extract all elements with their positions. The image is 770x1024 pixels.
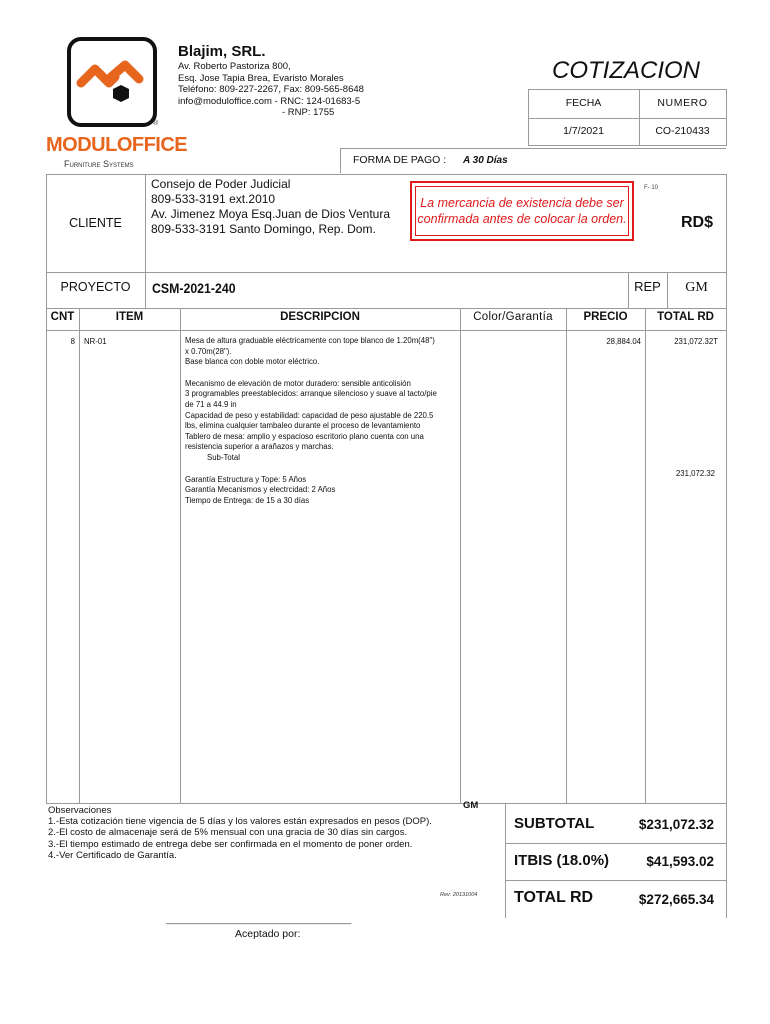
col-header-descripcion: DESCRIPCION bbox=[280, 311, 360, 323]
total-label: TOTAL RD bbox=[514, 889, 594, 906]
gm-initials: GM bbox=[463, 800, 479, 811]
currency: RD$ bbox=[681, 214, 714, 231]
address-line: info@moduloffice.com - RNC: 124-01683-5 bbox=[178, 95, 361, 107]
address-line: Esq. Jose Tapia Brea, Evaristo Morales bbox=[178, 72, 344, 84]
description-line: Tablero de mesa: amplio y espacioso escritorio plano cuenta con una bbox=[185, 431, 424, 441]
description-line bbox=[185, 464, 457, 475]
col-header-precio: PRECIO bbox=[583, 311, 628, 323]
description-line: Mesa de altura graduable eléctricamente con tope blanco de 1.20m(48") bbox=[185, 336, 435, 345]
col-header-total: TOTAL RD bbox=[657, 311, 714, 323]
signature-line: _____________________________________ bbox=[166, 914, 352, 924]
observaciones bbox=[48, 805, 432, 861]
description-line: Garantía Mecanismos y electrcidad: 2 Años bbox=[185, 485, 336, 495]
description-line: x 0.70m(28"). bbox=[185, 346, 232, 356]
registered-mark: ® bbox=[153, 120, 159, 127]
address-line: Av. Roberto Pastoriza 800, bbox=[178, 61, 291, 72]
aceptado-label: Aceptado por: bbox=[235, 928, 301, 940]
notice-text bbox=[412, 195, 632, 227]
brand-tagline: Furniture Systems bbox=[64, 159, 134, 169]
brand-name-text: MODULOFFICE bbox=[46, 134, 188, 156]
address-line: Teléfono: 809-227-2267, Fax: 809-565-8648 bbox=[178, 84, 364, 95]
description-line: de 71 a 44.9 in bbox=[185, 399, 237, 409]
col-header-color: Color/Garantía bbox=[473, 311, 553, 323]
company-name: Blajim, SRL. bbox=[178, 43, 266, 60]
revision-code: Rev: 20131004 bbox=[440, 892, 478, 898]
cliente-line: 809-533-3191 Santo Domingo, Rep. Dom. bbox=[151, 222, 376, 236]
description-line bbox=[185, 453, 457, 464]
description-line: Capacidad de peso y estabilidad: capacidad de peso ajustable de 220.5 bbox=[185, 410, 434, 420]
row-item: NR-01 bbox=[84, 337, 107, 346]
company-logo bbox=[67, 37, 157, 127]
observacion-line: 1.-Esta cotización tiene vigencia de 5 días y los valores están expresados en pesos (DOP). bbox=[48, 816, 432, 828]
fecha-value: 1/7/2021 bbox=[563, 125, 604, 137]
form-code: F- 10 bbox=[644, 185, 659, 191]
col-header-cnt: CNT bbox=[50, 311, 75, 323]
proyecto-label: PROYECTO bbox=[60, 280, 131, 294]
cliente-label: CLIENTE bbox=[69, 216, 122, 230]
total-value: $272,665.34 bbox=[638, 892, 714, 907]
cliente-line: Consejo de Poder Judicial bbox=[151, 177, 291, 191]
col-header-item: ITEM bbox=[115, 311, 144, 323]
cliente-details bbox=[151, 177, 390, 237]
description-line: Base blanca con doble motor eléctrico. bbox=[185, 357, 320, 367]
subtotal-value: $231,072.32 bbox=[638, 817, 714, 832]
row-description bbox=[185, 336, 457, 506]
notice-box bbox=[410, 181, 634, 241]
observaciones-label: Observaciones bbox=[48, 805, 112, 816]
row-subtotal-value: 231,072.32 bbox=[675, 469, 715, 478]
description-line: lbs, elimina cualquier tambaleo durante el proceso de levantamiento bbox=[185, 421, 421, 431]
description-line: Garantía Estructura y Tope: 5 Años bbox=[185, 474, 307, 484]
brand-name bbox=[46, 134, 187, 157]
observacion-line: 4.-Ver Certificado de Garantía. bbox=[48, 849, 177, 861]
cliente-line: Av. Jimenez Moya Esq.Juan de Dios Ventura bbox=[151, 207, 391, 221]
observacion-line: 2.-El costo de almacenaje será de 5% mensual con una gracia de 30 días sin cargos. bbox=[48, 827, 408, 839]
subtotal-text: Sub-Total bbox=[207, 452, 240, 462]
company-address bbox=[178, 61, 378, 119]
observacion-line: 3.-El tiempo estimado de entrega debe ser confirmada en el momento de poner orden. bbox=[48, 838, 413, 850]
fecha-label: FECHA bbox=[565, 97, 602, 109]
forma-pago-label: FORMA DE PAGO : bbox=[353, 154, 447, 166]
cliente-line: 809-533-3191 ext.2010 bbox=[151, 192, 276, 206]
itbis-label: ITBIS (18.0%) bbox=[514, 852, 610, 869]
document-title: COTIZACION bbox=[552, 57, 700, 84]
numero-value: CO-210433 bbox=[655, 125, 710, 137]
numero-label: NUMERO bbox=[657, 97, 708, 109]
description-line: 3 programables preestablecidos: arranque silencioso y suave al tacto/pie bbox=[185, 389, 437, 399]
row-precio: 28,884.04 bbox=[606, 337, 641, 346]
proyecto-value: CSM-2021-240 bbox=[152, 280, 236, 296]
itbis-value: $41,593.02 bbox=[646, 854, 714, 869]
subtotal-label: SUBTOTAL bbox=[514, 815, 595, 832]
address-line: - RNP: 1755 bbox=[282, 107, 335, 118]
rep-label: REP bbox=[634, 279, 661, 294]
rep-value: GM bbox=[685, 280, 708, 295]
notice-line: confirmada antes de colocar la orden. bbox=[417, 212, 627, 226]
description-line bbox=[185, 368, 457, 379]
row-cnt: 8 bbox=[70, 337, 75, 346]
notice-line: La mercancia de existencia debe ser bbox=[420, 196, 624, 210]
description-line: Mecanismo de elevación de motor duradero: sensible anticolisión bbox=[185, 378, 411, 388]
row-total: 231,072.32T bbox=[674, 337, 718, 346]
forma-pago-value: A 30 Días bbox=[463, 155, 508, 166]
description-line: resistencia superior a arañazos y marchas. bbox=[185, 442, 334, 452]
description-line: Tiempo de Entrega: de 15 a 30 días bbox=[185, 495, 310, 505]
